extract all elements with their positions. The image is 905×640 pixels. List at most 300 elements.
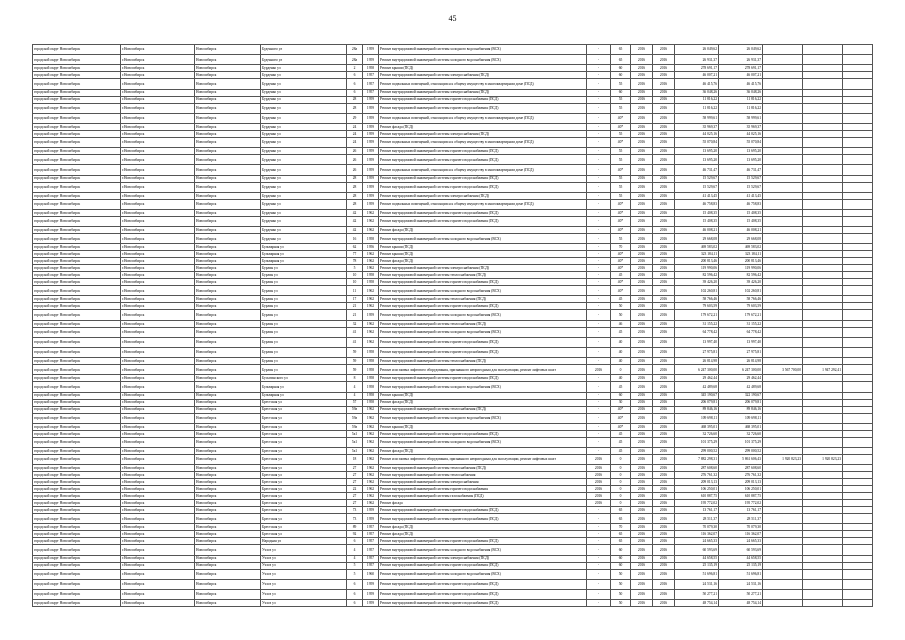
cell-district: городской округ Новосибирск <box>33 65 121 72</box>
table-row <box>33 279 873 286</box>
cell-street: Бурденко ул <box>261 234 347 244</box>
cell-m3: 2016 <box>653 320 675 327</box>
cell-m1: 55 <box>611 130 631 137</box>
cell-x2 <box>803 423 843 430</box>
cell-x1 <box>763 209 803 216</box>
cell-dash: 2016 <box>587 500 611 507</box>
table-row <box>33 65 873 72</box>
cell-dash: 2016 <box>587 454 611 464</box>
cell-district: городской округ Новосибирск <box>33 199 121 209</box>
cell-m3: 2016 <box>653 244 675 251</box>
cell-x3 <box>843 545 873 555</box>
cell-city: г.Новосибирск <box>121 562 195 569</box>
cell-year: 1959 <box>363 113 379 123</box>
cell-m2: 2016 <box>631 137 653 147</box>
cell-x3 <box>843 406 873 413</box>
cell-city: г.Новосибирск <box>121 375 195 382</box>
cell-sum1: 7 882 298,31 <box>675 454 719 464</box>
cell-m2: 2016 <box>631 148 653 155</box>
cell-m2: 2016 <box>631 303 653 310</box>
cell-x3 <box>843 337 873 347</box>
cell-x1 <box>763 65 803 72</box>
cell-street: Бульварная ул <box>261 392 347 399</box>
cell-sum1: 46 008,21 <box>675 227 719 234</box>
cell-m3: 2016 <box>653 123 675 130</box>
cell-work: Ремонт внутридомовой инженерной системы холодного водоснабжения (ВСХ) <box>379 310 587 320</box>
cell-work: Ремонт подвальных помещений, относящихся к общему имуществу в многоквартирном доме (ПСД) <box>379 113 587 123</box>
cell-x3 <box>843 600 873 607</box>
cell-m2: 2016 <box>631 423 653 430</box>
table-row <box>33 406 873 413</box>
cell-year: 1962 <box>363 486 379 493</box>
cell-work: Ремонт крыши (ПСД) <box>379 65 587 72</box>
cell-m2: 2016 <box>631 89 653 96</box>
cell-city: г.Новосибирск <box>121 348 195 358</box>
table-row <box>33 244 873 251</box>
cell-m2: 2016 <box>631 103 653 113</box>
cell-m3: 2016 <box>653 507 675 514</box>
cell-dash: - <box>587 113 611 123</box>
cell-year: 1958 <box>363 399 379 406</box>
cell-district: городской округ Новосибирск <box>33 137 121 147</box>
cell-district: городской округ Новосибирск <box>33 423 121 430</box>
cell-sum1: 15 408,35 <box>675 209 719 216</box>
cell-street: Бульварная ул <box>261 244 347 251</box>
cell-x3 <box>843 382 873 392</box>
cell-x1 <box>763 507 803 514</box>
cell-city: г.Новосибирск <box>121 192 195 199</box>
cell-m2: 2016 <box>631 165 653 175</box>
cell-locality: Новосибирск <box>195 55 261 65</box>
cell-m2: 2016 <box>631 365 653 375</box>
cell-sum1: 55 070,84 <box>675 137 719 147</box>
cell-year: 1962 <box>363 216 379 226</box>
cell-m2: 2016 <box>631 579 653 589</box>
cell-m1: 45 <box>611 327 631 337</box>
cell-house: 28а <box>347 55 363 65</box>
cell-m3: 2016 <box>653 55 675 65</box>
cell-m2: 2016 <box>631 600 653 607</box>
cell-year: 1962 <box>363 447 379 454</box>
table-row <box>33 155 873 165</box>
cell-sum2: 27 975,81 <box>719 348 763 358</box>
cell-m1: 60 <box>611 562 631 569</box>
cell-city: г.Новосибирск <box>121 155 195 165</box>
cell-city: г.Новосибирск <box>121 55 195 65</box>
cell-m1: 70 <box>611 524 631 531</box>
cell-year: 1957 <box>363 555 379 562</box>
cell-m3: 2016 <box>653 296 675 303</box>
cell-x1 <box>763 45 803 55</box>
cell-year: 1962 <box>363 227 379 234</box>
cell-m2: 2016 <box>631 130 653 137</box>
cell-street: Бурденко ул <box>261 192 347 199</box>
repair-schedule-table <box>32 44 873 607</box>
cell-dash: - <box>587 600 611 607</box>
table-row <box>33 199 873 209</box>
cell-x1: 1 920 823,23 <box>763 454 803 464</box>
cell-work: Ремонт подвальных помещений, относящихся к общему имуществу в многоквартирном доме (ПСД) <box>379 199 587 209</box>
cell-m1: 40 <box>611 337 631 347</box>
cell-x1 <box>763 600 803 607</box>
cell-city: г.Новосибирск <box>121 65 195 72</box>
cell-dash: - <box>587 244 611 251</box>
cell-year: 1958 <box>363 279 379 286</box>
cell-sum1: 82 596,42 <box>675 272 719 279</box>
cell-district: городской округ Новосибирск <box>33 72 121 79</box>
cell-house: 27 <box>347 479 363 486</box>
cell-street: Брестская ул <box>261 531 347 538</box>
cell-dash: - <box>587 89 611 96</box>
cell-m3: 2016 <box>653 279 675 286</box>
cell-locality: Новосибирск <box>195 296 261 303</box>
cell-sum1: 179 672,21 <box>675 310 719 320</box>
cell-sum2: 119 990,06 <box>719 265 763 272</box>
cell-locality: Новосибирск <box>195 579 261 589</box>
cell-city: г.Новосибирск <box>121 545 195 555</box>
cell-locality: Новосибирск <box>195 493 261 500</box>
cell-district: городской округ Новосибирск <box>33 493 121 500</box>
cell-dash: - <box>587 392 611 399</box>
cell-city: г.Новосибирск <box>121 514 195 524</box>
cell-m1: 55 <box>611 175 631 182</box>
cell-district: городской округ Новосибирск <box>33 123 121 130</box>
cell-x2 <box>803 65 843 72</box>
cell-m2: 2016 <box>631 472 653 479</box>
cell-sum1: 119 990,06 <box>675 265 719 272</box>
cell-x1 <box>763 113 803 123</box>
table-row <box>33 430 873 437</box>
cell-m1: 65 <box>611 55 631 65</box>
cell-street: Брестская ул <box>261 465 347 472</box>
cell-sum1: 24 665,33 <box>675 538 719 545</box>
cell-x2 <box>803 227 843 234</box>
table-row <box>33 89 873 96</box>
cell-district: городской округ Новосибирск <box>33 399 121 406</box>
cell-x2 <box>803 72 843 79</box>
cell-locality: Новосибирск <box>195 600 261 607</box>
cell-house: 26 <box>347 155 363 165</box>
cell-work: Ремонт крыши (ПСД) <box>379 392 587 399</box>
cell-m2: 2016 <box>631 234 653 244</box>
cell-sum1: 35 969,37 <box>675 123 719 130</box>
cell-m3: 2016 <box>653 569 675 579</box>
cell-district: городской округ Новосибирск <box>33 507 121 514</box>
cell-x2 <box>803 538 843 545</box>
cell-m2: 2016 <box>631 493 653 500</box>
cell-city: г.Новосибирск <box>121 227 195 234</box>
cell-locality: Новосибирск <box>195 155 261 165</box>
cell-x1 <box>763 244 803 251</box>
cell-dash: - <box>587 55 611 65</box>
cell-locality: Новосибирск <box>195 538 261 545</box>
cell-street: Брестская ул <box>261 437 347 447</box>
cell-work: Ремонт внутридомовой инженерной системы теплоснабжения (ПСД) <box>379 272 587 279</box>
cell-locality: Новосибирск <box>195 465 261 472</box>
cell-sum2: 29 462,44 <box>719 375 763 382</box>
cell-house: 42 <box>347 209 363 216</box>
cell-house: 29 <box>347 113 363 123</box>
cell-locality: Новосибирск <box>195 555 261 562</box>
cell-work: Ремонт подвальных помещений, относящихся к общему имуществу в многоквартирном доме (ПСД) <box>379 165 587 175</box>
cell-m2: 2016 <box>631 286 653 296</box>
cell-work: Ремонт внутридомовой инженерной системы электроснабжения <box>379 479 587 486</box>
cell-sum2: 46 007,21 <box>719 72 763 79</box>
cell-x2 <box>803 486 843 493</box>
cell-dash: - <box>587 79 611 89</box>
cell-m1: 55 <box>611 103 631 113</box>
table-row <box>33 375 873 382</box>
cell-year: 1958 <box>363 358 379 365</box>
cell-x3 <box>843 55 873 65</box>
cell-m1: 40* <box>611 209 631 216</box>
table-row <box>33 579 873 589</box>
cell-x2 <box>803 392 843 399</box>
cell-x1 <box>763 123 803 130</box>
cell-x3 <box>843 562 873 569</box>
cell-house: 59а <box>347 406 363 413</box>
cell-dash: - <box>587 258 611 265</box>
cell-m1: 40* <box>611 113 631 123</box>
cell-year: 1959 <box>363 182 379 192</box>
cell-house: 78 <box>347 258 363 265</box>
cell-sum1: 6 247 300,00 <box>675 365 719 375</box>
cell-sum2: 299 000,52 <box>719 447 763 454</box>
cell-sum2: 42 489,68 <box>719 382 763 392</box>
cell-year: 1959 <box>363 130 379 137</box>
cell-sum2: 195 772,02 <box>719 500 763 507</box>
cell-year: 1957 <box>363 531 379 538</box>
cell-house: 28 <box>347 175 363 182</box>
cell-dash: - <box>587 65 611 72</box>
cell-dash: - <box>587 327 611 337</box>
cell-x1 <box>763 103 803 113</box>
cell-year: 1962 <box>363 454 379 464</box>
cell-house: 42 <box>347 227 363 234</box>
cell-house: 89 <box>347 524 363 531</box>
table-row <box>33 320 873 327</box>
cell-m1: 55 <box>611 192 631 199</box>
cell-district: городской округ Новосибирск <box>33 524 121 531</box>
cell-dash: - <box>587 272 611 279</box>
cell-year: 1962 <box>363 406 379 413</box>
cell-m2: 2016 <box>631 569 653 579</box>
cell-x3 <box>843 45 873 55</box>
cell-work: Ремонт внутридомовой инженерной системы горячего водоснабжения (ПСД) <box>379 507 587 514</box>
cell-m2: 2016 <box>631 545 653 555</box>
cell-work: Ремонт или замена лифтового оборудования, признанного непригодным для эксплуатации, ремонт лифтовых шахт <box>379 454 587 464</box>
cell-street: Брестская ул <box>261 524 347 531</box>
cell-street: Брестская ул <box>261 413 347 423</box>
cell-house: 41 <box>347 327 363 337</box>
cell-street: Буденного ул <box>261 45 347 55</box>
cell-m1: 0 <box>611 493 631 500</box>
cell-city: г.Новосибирск <box>121 365 195 375</box>
cell-city: г.Новосибирск <box>121 406 195 413</box>
cell-year: 1962 <box>363 472 379 479</box>
cell-m2: 2016 <box>631 514 653 524</box>
cell-city: г.Новосибирск <box>121 531 195 538</box>
cell-sum2: 50 277,21 <box>719 589 763 599</box>
cell-house: 6 <box>347 579 363 589</box>
cell-m2: 2016 <box>631 465 653 472</box>
cell-sum2: 11 816,22 <box>719 103 763 113</box>
cell-sum2: 25 135,19 <box>719 562 763 569</box>
cell-work: Ремонт или замена лифтового оборудования, признанного непригодным для эксплуатации, ремонт лифтовых шахт <box>379 365 587 375</box>
cell-m1: 40* <box>611 406 631 413</box>
cell-dash: - <box>587 545 611 555</box>
cell-locality: Новосибирск <box>195 437 261 447</box>
cell-work: Ремонт внутридомовой инженерной системы горячего водоснабжения (ПСД) <box>379 279 587 286</box>
cell-x2 <box>803 55 843 65</box>
cell-house: 21 <box>347 303 363 310</box>
cell-house: 28 <box>347 96 363 103</box>
cell-district: городской округ Новосибирск <box>33 406 121 413</box>
cell-house: 6 <box>347 600 363 607</box>
cell-m1: 50 <box>611 589 631 599</box>
table-row <box>33 382 873 392</box>
cell-m3: 2016 <box>653 500 675 507</box>
cell-m1: 40* <box>611 423 631 430</box>
cell-m2: 2016 <box>631 192 653 199</box>
cell-sum1: 13 695,20 <box>675 155 719 165</box>
cell-sum2: 35 969,37 <box>719 123 763 130</box>
table-row <box>33 337 873 347</box>
cell-work: Ремонт внутридомовой инженерной системы холодного водоснабжения (ВСХ) <box>379 569 587 579</box>
cell-city: г.Новосибирск <box>121 265 195 272</box>
cell-sum1: 15 529,67 <box>675 182 719 192</box>
cell-sum1: 70 079,30 <box>675 524 719 531</box>
cell-dash: - <box>587 538 611 545</box>
cell-street: Брестская ул <box>261 406 347 413</box>
cell-sum2: 116 362,07 <box>719 531 763 538</box>
cell-district: городской округ Новосибирск <box>33 327 121 337</box>
table-row <box>33 130 873 137</box>
cell-sum1: 44 025,16 <box>675 130 719 137</box>
cell-district: городской округ Новосибирск <box>33 113 121 123</box>
cell-sum2: 323 184,11 <box>719 251 763 258</box>
cell-m2: 2016 <box>631 382 653 392</box>
cell-m2: 2016 <box>631 199 653 209</box>
cell-x3 <box>843 430 873 437</box>
cell-m1: 30 <box>611 399 631 406</box>
cell-dash: - <box>587 514 611 524</box>
cell-district: городской округ Новосибирск <box>33 437 121 447</box>
cell-m2: 2016 <box>631 399 653 406</box>
cell-m1: 40* <box>611 413 631 423</box>
cell-sum1: 32 726,60 <box>675 430 719 437</box>
cell-x1 <box>763 192 803 199</box>
cell-city: г.Новосибирск <box>121 569 195 579</box>
cell-x3 <box>843 209 873 216</box>
cell-m2: 2016 <box>631 406 653 413</box>
cell-year: 1962 <box>363 258 379 265</box>
table-row <box>33 465 873 472</box>
cell-x1 <box>763 137 803 147</box>
cell-x3 <box>843 272 873 279</box>
cell-x2 <box>803 600 843 607</box>
cell-sum1: 13 761,17 <box>675 507 719 514</box>
cell-district: городской округ Новосибирск <box>33 413 121 423</box>
cell-district: городской округ Новосибирск <box>33 55 121 65</box>
cell-x3 <box>843 579 873 589</box>
cell-work: Ремонт внутридомовой инженерной системы горячего водоснабжения (ПСД) <box>379 303 587 310</box>
cell-x1 <box>763 579 803 589</box>
cell-x3 <box>843 413 873 423</box>
cell-x1 <box>763 165 803 175</box>
cell-sum2: 64 778,42 <box>719 327 763 337</box>
cell-dash: - <box>587 175 611 182</box>
cell-house: 28а <box>347 45 363 55</box>
cell-district: городской округ Новосибирск <box>33 258 121 265</box>
cell-street: Бурлин ул <box>261 296 347 303</box>
cell-work: Ремонт внутридомовой инженерной системы горячего водоснабжения (ПСД) <box>379 216 587 226</box>
cell-year: 1959 <box>363 165 379 175</box>
cell-sum2: 26 049,62 <box>719 45 763 55</box>
cell-sum1: 11 816,22 <box>675 103 719 113</box>
cell-sum2: 51 696,81 <box>719 569 763 579</box>
cell-x3 <box>843 165 873 175</box>
cell-street: Бурденко ул <box>261 175 347 182</box>
cell-street: Бурденко ул <box>261 65 347 72</box>
cell-m3: 2016 <box>653 392 675 399</box>
cell-street: Бурденко ул <box>261 89 347 96</box>
cell-x2 <box>803 272 843 279</box>
cell-locality: Новосибирск <box>195 103 261 113</box>
cell-sum2: 15 529,67 <box>719 175 763 182</box>
table-row <box>33 493 873 500</box>
cell-x3 <box>843 507 873 514</box>
table-row <box>33 538 873 545</box>
cell-house: 59а <box>347 413 363 423</box>
table-row <box>33 55 873 65</box>
cell-house: 17 <box>347 296 363 303</box>
cell-x2 <box>803 137 843 147</box>
cell-x3 <box>843 123 873 130</box>
cell-m1: 40* <box>611 251 631 258</box>
cell-m1: 65 <box>611 507 631 514</box>
cell-year: 1957 <box>363 524 379 531</box>
cell-house: 5 <box>347 265 363 272</box>
cell-locality: Новосибирск <box>195 392 261 399</box>
cell-house: 5 <box>347 562 363 569</box>
cell-street: Бурденко ул <box>261 209 347 216</box>
cell-x1 <box>763 89 803 96</box>
cell-m2: 2016 <box>631 437 653 447</box>
cell-dash: - <box>587 406 611 413</box>
cell-m3: 2016 <box>653 538 675 545</box>
cell-city: г.Новосибирск <box>121 382 195 392</box>
cell-m1: 0 <box>611 500 631 507</box>
cell-x2 <box>803 507 843 514</box>
cell-sum2: 322 190,67 <box>719 392 763 399</box>
cell-x3 <box>843 555 873 562</box>
cell-m3: 2016 <box>653 365 675 375</box>
cell-work: Ремонт внутридомовой инженерной системы горячего водоснабжения (ПСД) <box>379 538 587 545</box>
cell-street: Брестская ул <box>261 472 347 479</box>
cell-dash: - <box>587 96 611 103</box>
cell-x1 <box>763 79 803 89</box>
cell-district: городской округ Новосибирск <box>33 148 121 155</box>
cell-year: 1957 <box>363 89 379 96</box>
cell-street: Бурлин ул <box>261 303 347 310</box>
cell-m3: 2016 <box>653 310 675 320</box>
cell-m2: 2016 <box>631 430 653 437</box>
table-row <box>33 399 873 406</box>
cell-m1: 0 <box>611 465 631 472</box>
cell-house: 92 <box>347 531 363 538</box>
cell-year: 1959 <box>363 589 379 599</box>
